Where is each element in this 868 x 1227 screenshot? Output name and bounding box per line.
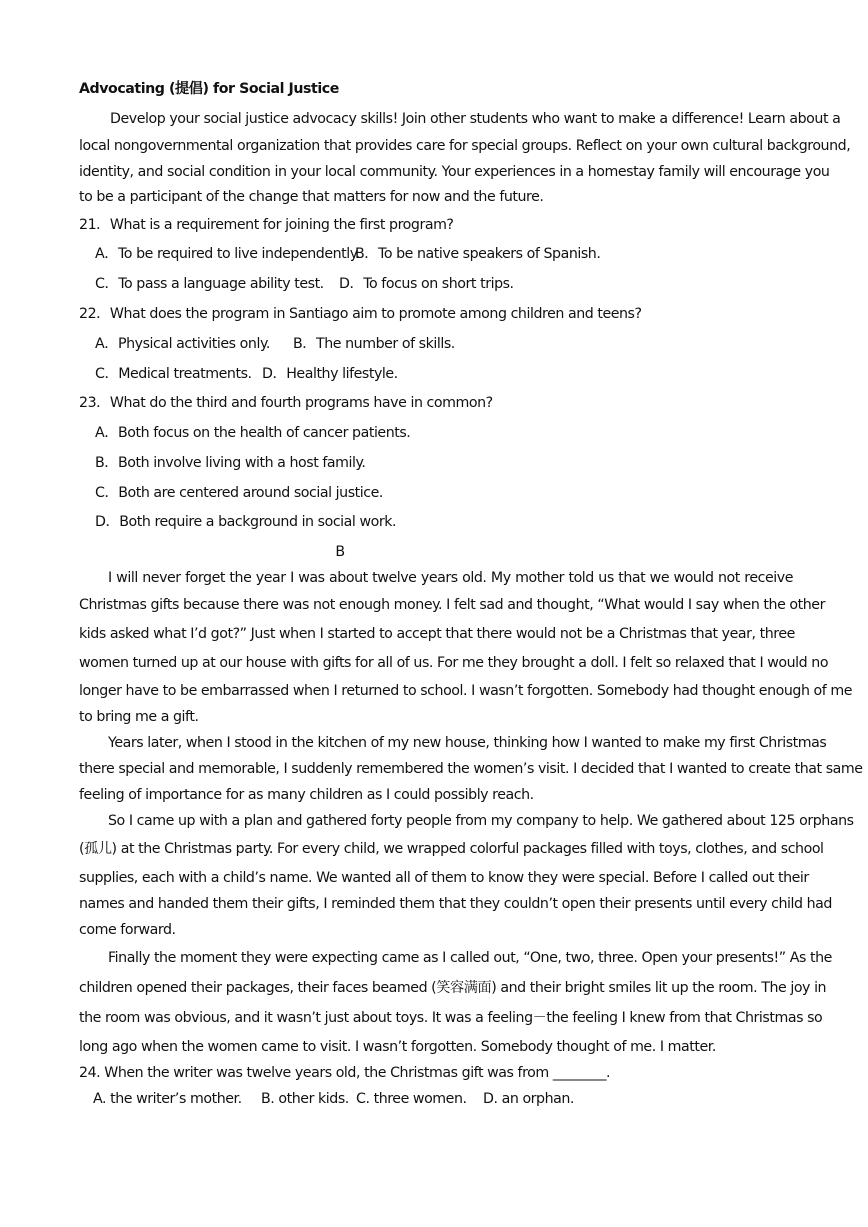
- section-title: Advocating (提倡) for Social Justice: [79, 81, 339, 97]
- para-b-line: there special and memorable, I suddenly remembered the women’s visit. I decided that I wanted to create that same: [79, 761, 863, 777]
- option-c[interactable]: C．To pass a language ability test.: [95, 276, 324, 292]
- option-a[interactable]: A. the writer’s mother.: [93, 1091, 242, 1107]
- para-b-line: names and handed them their gifts, I reminded them that they couldn’t open their presents until every child had: [79, 896, 832, 912]
- option-d[interactable]: D．Healthy lifestyle.: [262, 366, 398, 382]
- option-b[interactable]: B．To be native speakers of Spanish.: [355, 246, 601, 262]
- para-b-line: Christmas gifts because there was not enough money. I felt sad and thought, “What would I say when the other: [79, 597, 825, 613]
- section-heading: B: [335, 544, 345, 560]
- question-stem: 21．What is a requirement for joining the first program?: [79, 217, 454, 233]
- para-b-line: come forward.: [79, 922, 176, 938]
- option-b[interactable]: B．The number of skills.: [293, 336, 455, 352]
- option-d[interactable]: D. an orphan.: [483, 1091, 574, 1107]
- option-row: [95, 274, 809, 294]
- para-b-line: to bring me a gift.: [79, 709, 199, 725]
- option-row: [95, 364, 809, 384]
- para-b-line: (孤儿) at the Christmas party. For every child, we wrapped colorful packages filled with toys, clothes, and school: [79, 841, 824, 857]
- para-b-line: I will never forget the year I was about twelve years old. My mother told us that we would not receive: [108, 570, 793, 586]
- option-row: [95, 334, 809, 354]
- option-row: [93, 1089, 807, 1109]
- para-b-line: Finally the moment they were expecting came as I called out, “One, two, three. Open your presents!” As the: [108, 950, 832, 966]
- question-stem: 22．What does the program in Santiago aim to promote among children and teens?: [79, 306, 642, 322]
- question-stem: 24. When the writer was twelve years old, the Christmas gift was from ________.: [79, 1065, 611, 1081]
- para-b-line: children opened their packages, their faces beamed (笑容满面) and their bright smiles lit up the room. The joy in: [79, 980, 827, 996]
- option-c[interactable]: C．Both are centered around social justice.: [95, 485, 383, 501]
- option-c[interactable]: C. three women.: [356, 1091, 467, 1107]
- option-row: [95, 244, 809, 264]
- para-b-line: the room was obvious, and it wasn’t just about toys. It was a feeling－the feeling I knew from that Christmas so: [79, 1010, 823, 1026]
- para-a-line: local nongovernmental organization that provides care for special groups. Reflect on your own cultural background,: [79, 138, 851, 154]
- para-b-line: So I came up with a plan and gathered forty people from my company to help. We gathered about 125 orphans: [108, 813, 854, 829]
- para-a-line: Develop your social justice advocacy skills! Join other students who want to make a difference! Learn about a: [110, 111, 841, 127]
- para-b-line: Years later, when I stood in the kitchen of my new house, thinking how I wanted to make my first Christmas: [108, 735, 827, 751]
- option-a[interactable]: A．To be required to live independently.: [95, 246, 360, 262]
- para-a-line: to be a participant of the change that matters for now and the future.: [79, 189, 544, 205]
- option-d[interactable]: D．Both require a background in social work.: [95, 514, 397, 530]
- para-b-line: supplies, each with a child’s name. We wanted all of them to know they were special. Before I called out their: [79, 870, 809, 886]
- option-a[interactable]: A．Both focus on the health of cancer patients.: [95, 425, 411, 441]
- option-b[interactable]: B．Both involve living with a host family.: [95, 455, 366, 471]
- para-b-line: longer have to be embarrassed when I returned to school. I wasn’t forgotten. Somebody had thought enough of me: [79, 683, 853, 699]
- option-a[interactable]: A．Physical activities only.: [95, 336, 270, 352]
- para-b-line: long ago when the women came to visit. I wasn’t forgotten. Somebody thought of me. I matter.: [79, 1039, 716, 1055]
- question-stem: 23．What do the third and fourth programs have in common?: [79, 395, 493, 411]
- option-d[interactable]: D．To focus on short trips.: [339, 276, 514, 292]
- option-b[interactable]: B. other kids.: [261, 1091, 349, 1107]
- option-c[interactable]: C．Medical treatments.: [95, 366, 252, 382]
- para-a-line: identity, and social condition in your local community. Your experiences in a homestay family will encourage you: [79, 164, 830, 180]
- para-b-line: women turned up at our house with gifts for all of us. For me they brought a doll. I felt so relaxed that I would no: [79, 655, 829, 671]
- para-b-line: kids asked what I’d got?” Just when I started to accept that there would not be a Christmas that year, three: [79, 626, 795, 642]
- para-b-line: feeling of importance for as many children as I could possibly reach.: [79, 787, 534, 803]
